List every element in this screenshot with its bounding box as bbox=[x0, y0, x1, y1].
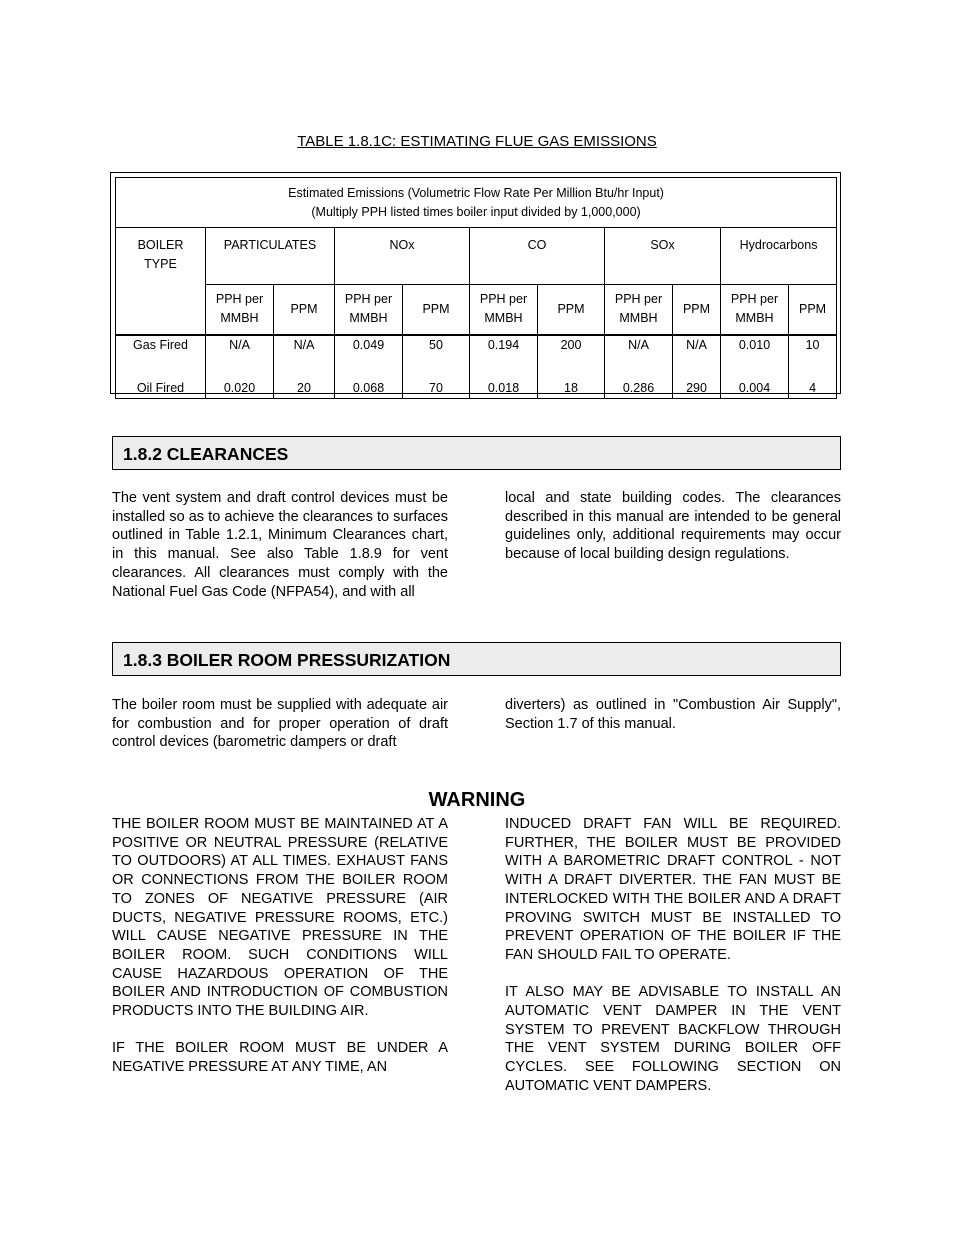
pressurization-right-text: diverters) as outlined in "Combustion Air Supply", Section 1.7 of this manual. bbox=[505, 697, 841, 732]
warning-title: WARNING bbox=[428, 789, 526, 811]
sub-header-pph-line2: MMBH bbox=[220, 311, 259, 326]
clearances-heading: 1.8.2 CLEARANCES bbox=[112, 436, 841, 470]
cell-value: 0.010 bbox=[738, 337, 771, 352]
cell-value: 18 bbox=[564, 380, 578, 395]
sub-header-pph-line2: MMBH bbox=[484, 311, 523, 326]
group-header-sox: SOx bbox=[605, 228, 721, 285]
table-title: TABLE 1.8.1C: ESTIMATING FLUE GAS EMISSIONS bbox=[297, 133, 657, 150]
sub-header-pph-line1: PPH per bbox=[614, 292, 663, 307]
sub-header-ppm: PPM bbox=[673, 285, 721, 335]
warning-right-column bbox=[505, 815, 841, 1114]
emissions-table-frame bbox=[110, 172, 841, 394]
row-type: Oil Fired bbox=[136, 380, 185, 395]
cell-value: 0.194 bbox=[487, 337, 520, 352]
pressurization-right-column bbox=[505, 696, 841, 733]
pressurization-heading: 1.8.3 BOILER ROOM PRESSURIZATION bbox=[112, 642, 841, 676]
clearances-right-column bbox=[505, 489, 841, 564]
group-header-nox: NOx bbox=[335, 228, 470, 285]
cell-value: 200 bbox=[560, 337, 582, 352]
table-cell bbox=[789, 335, 837, 399]
cell-value: 0.049 bbox=[352, 337, 385, 352]
warning-right-paragraph-2: IT ALSO MAY BE ADVISABLE TO INSTALL AN AUTOMATIC VENT DAMPER IN THE VENT SYSTEM TO PREVENT BACKFLOW THROUGH THE VENT SYSTEM DURING BOILER OFF CYCLES. SEE FOLLOWING SECTION ON AUTOMATIC VENT DAMPERS. bbox=[505, 984, 841, 1094]
sub-header-pph bbox=[605, 285, 673, 335]
warning-left-paragraph-1: THE BOILER ROOM MUST BE MAINTAINED AT A POSITIVE OR NEUTRAL PRESSURE (RELATIVE TO OUTDOORS) AT ALL TIMES. EXHAUST FANS OR CONNECTIONS FROM THE BOILER ROOM TO ZONES OF NEGATIVE PRESSURE (AIR DUCTS, NEGATIVE PRESSURE ROOMS, ETC.) WILL CAUSE NEGATIVE PRESSURE IN THE BOILER ROOM. SUCH CONDITIONS WILL CAUSE HAZARDOUS OPERATION OF THE BOILER AND INTRODUCTION OF COMBUSTION PRODUCTS INTO THE BUILDING AIR. bbox=[112, 816, 448, 1020]
boiler-type-line2: TYPE bbox=[144, 257, 177, 271]
table-caption bbox=[116, 178, 837, 228]
cell-value: 0.286 bbox=[622, 380, 655, 395]
sub-header-pph bbox=[721, 285, 789, 335]
emissions-table bbox=[115, 177, 837, 399]
table-cell bbox=[721, 335, 789, 399]
sub-header-pph bbox=[470, 285, 538, 335]
sub-header-pph bbox=[206, 285, 274, 335]
sub-header-ppm: PPM bbox=[403, 285, 470, 335]
pressurization-left-text: The boiler room must be supplied with adequate air for combustion and for proper operation of draft control devices (barometric dampers or draft bbox=[112, 697, 448, 751]
sub-header-pph-line1: PPH per bbox=[730, 292, 779, 307]
boiler-type-header bbox=[116, 228, 206, 335]
table-row-types bbox=[116, 335, 206, 399]
group-header-co: CO bbox=[470, 228, 605, 285]
clearances-left-column bbox=[112, 489, 448, 601]
sub-header-pph-line1: PPH per bbox=[344, 292, 393, 307]
sub-header-ppm: PPM bbox=[789, 285, 837, 335]
group-header-particulates: PARTICULATES bbox=[206, 228, 335, 285]
sub-header-pph-line1: PPH per bbox=[215, 292, 264, 307]
sub-header-ppm: PPM bbox=[274, 285, 335, 335]
clearances-left-text: The vent system and draft control devices must be installed so as to achieve the clearances to surfaces outlined in Table 1.2.1, Minimum Clearances chart, in this manual. See also Table 1.8.9 for vent clearances. All clearances must comply with the National Fuel Gas Code (NFPA54), and with all bbox=[112, 490, 448, 600]
sub-header-pph bbox=[335, 285, 403, 335]
table-cell bbox=[335, 335, 403, 399]
cell-value: 0.004 bbox=[738, 380, 771, 395]
cell-value: 20 bbox=[297, 380, 311, 395]
cell-value: N/A bbox=[628, 337, 649, 352]
table-cell bbox=[673, 335, 721, 399]
cell-value: 70 bbox=[429, 380, 443, 395]
cell-value: N/A bbox=[686, 337, 707, 352]
cell-value: 290 bbox=[686, 380, 707, 395]
table-cell bbox=[538, 335, 605, 399]
cell-value: 0.018 bbox=[487, 380, 520, 395]
group-header-hydrocarbons: Hydrocarbons bbox=[721, 228, 837, 285]
sub-header-pph-line2: MMBH bbox=[735, 311, 774, 326]
clearances-right-text: local and state building codes. The clearances described in this manual are intended to be general guidelines only, additional requirements may occur because of local building design regulations. bbox=[505, 490, 841, 563]
table-cell bbox=[403, 335, 470, 399]
cell-value: 0.068 bbox=[352, 380, 385, 395]
pressurization-left-column bbox=[112, 696, 448, 752]
table-cell bbox=[470, 335, 538, 399]
sub-header-pph-line2: MMBH bbox=[349, 311, 388, 326]
table-caption-line2: (Multiply PPH listed times boiler input divided by 1,000,000) bbox=[311, 204, 641, 219]
cell-value: 0.020 bbox=[223, 380, 256, 395]
cell-value: 10 bbox=[805, 337, 820, 352]
cell-value: 50 bbox=[429, 337, 443, 352]
sub-header-pph-line2: MMBH bbox=[619, 311, 658, 326]
table-cell bbox=[206, 335, 274, 399]
boiler-type-line1: BOILER bbox=[137, 238, 184, 252]
sub-header-ppm: PPM bbox=[538, 285, 605, 335]
sub-header-pph-line1: PPH per bbox=[479, 292, 528, 307]
warning-left-column bbox=[112, 815, 448, 1096]
cell-value: N/A bbox=[293, 337, 315, 352]
row-type: Gas Fired bbox=[133, 337, 188, 352]
table-cell bbox=[605, 335, 673, 399]
table-caption-line1: Estimated Emissions (Volumetric Flow Rate Per Million Btu/hr Input) bbox=[288, 185, 664, 200]
table-cell bbox=[274, 335, 335, 399]
warning-left-paragraph-2: IF THE BOILER ROOM MUST BE UNDER A NEGATIVE PRESSURE AT ANY TIME, AN bbox=[112, 1040, 448, 1076]
cell-value: 4 bbox=[809, 380, 817, 395]
warning-right-paragraph-1: INDUCED DRAFT FAN WILL BE REQUIRED. FURTHER, THE BOILER MUST BE PROVIDED WITH A BAROMETRIC DRAFT CONTROL - NOT WITH A DRAFT DIVERTER. THE FAN MUST BE INTERLOCKED WITH THE BOILER AND A DRAFT PROVING SWITCH MUST BE INSTALLED TO PREVENT OPERATION OF THE BOILER IF THE FAN SHOULD FAIL TO OPERATE. bbox=[505, 816, 841, 963]
cell-value: N/A bbox=[229, 337, 250, 352]
